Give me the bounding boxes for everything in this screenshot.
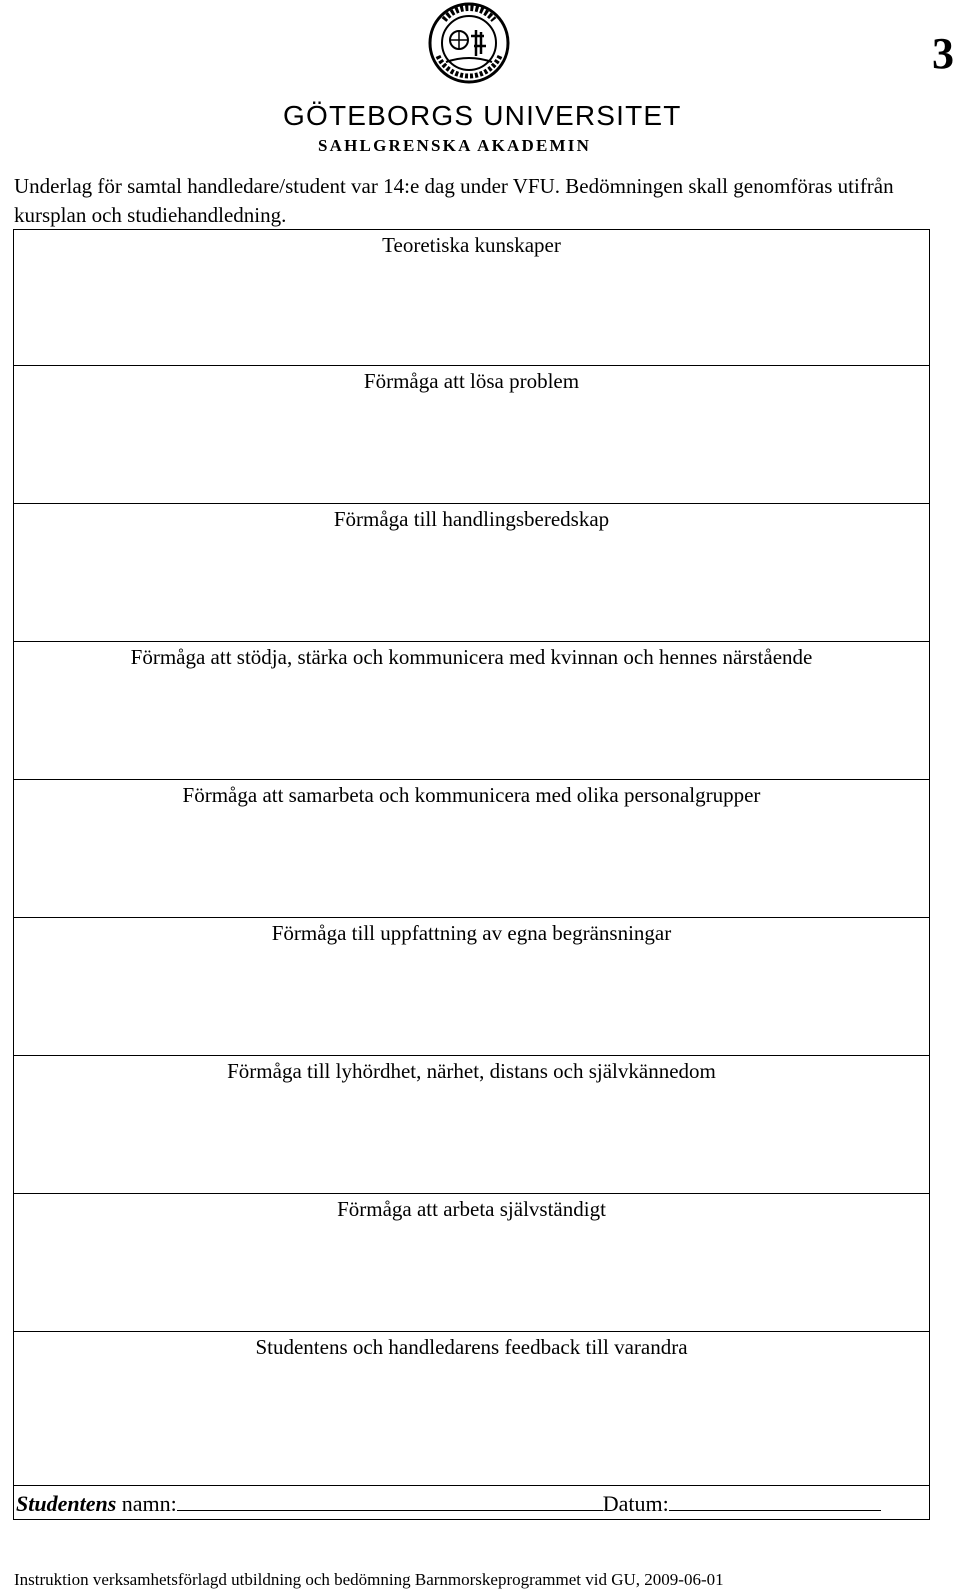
intro-paragraph: Underlag för samtal handledare/student var 14:e dag under VFU. Bedömningen skall genomföras utifrån kursplan och studiehandledning. <box>14 174 894 227</box>
section-title: Förmåga att stödja, stärka och kommunicera med kvinnan och hennes närstående <box>130 645 813 669</box>
section-feedback[interactable] <box>14 1331 929 1471</box>
section-own-limitations[interactable] <box>14 917 929 1057</box>
page-number: 3 <box>932 29 954 78</box>
section-readiness-to-act[interactable] <box>14 503 929 643</box>
document-footer: Instruktion verksamhetsförlagd utbildning och bedömning Barnmorskeprogrammet vid GU, 2009-06-01 <box>14 1570 724 1589</box>
university-name: GÖTEBORGS UNIVERSITET <box>283 100 682 131</box>
section-collaboration[interactable] <box>14 779 929 919</box>
date-line[interactable] <box>669 1488 881 1511</box>
signature-row <box>14 1485 929 1519</box>
section-title: Förmåga att arbeta självständigt <box>337 1197 606 1221</box>
section-title: Förmåga till lyhördhet, närhet, distans och självkännedom <box>227 1059 716 1083</box>
section-sensitivity[interactable] <box>14 1055 929 1195</box>
university-seal-logo <box>424 2 514 84</box>
section-title: Teoretiska kunskaper <box>382 233 561 257</box>
date-label: Datum: <box>602 1491 669 1516</box>
section-theoretical-knowledge[interactable] <box>14 230 929 370</box>
section-title: Förmåga att samarbeta och kommunicera med olika personalgrupper <box>182 783 761 807</box>
section-title: Förmåga att lösa problem <box>363 369 580 393</box>
section-title: Förmåga till uppfattning av egna begränsningar <box>271 921 672 945</box>
assessment-form-table <box>13 229 930 1520</box>
faculty-name: SAHLGRENSKA AKADEMIN <box>318 136 592 155</box>
section-support-communication[interactable] <box>14 641 929 781</box>
student-name-label-bold: Studentens <box>16 1491 117 1516</box>
section-title: Studentens och handledarens feedback till varandra <box>255 1335 688 1359</box>
section-title: Förmåga till handlingsberedskap <box>333 507 610 531</box>
section-problem-solving[interactable] <box>14 365 929 505</box>
section-independence[interactable] <box>14 1193 929 1333</box>
student-name-line[interactable] <box>177 1488 603 1511</box>
student-name-label: namn: <box>116 1491 177 1516</box>
